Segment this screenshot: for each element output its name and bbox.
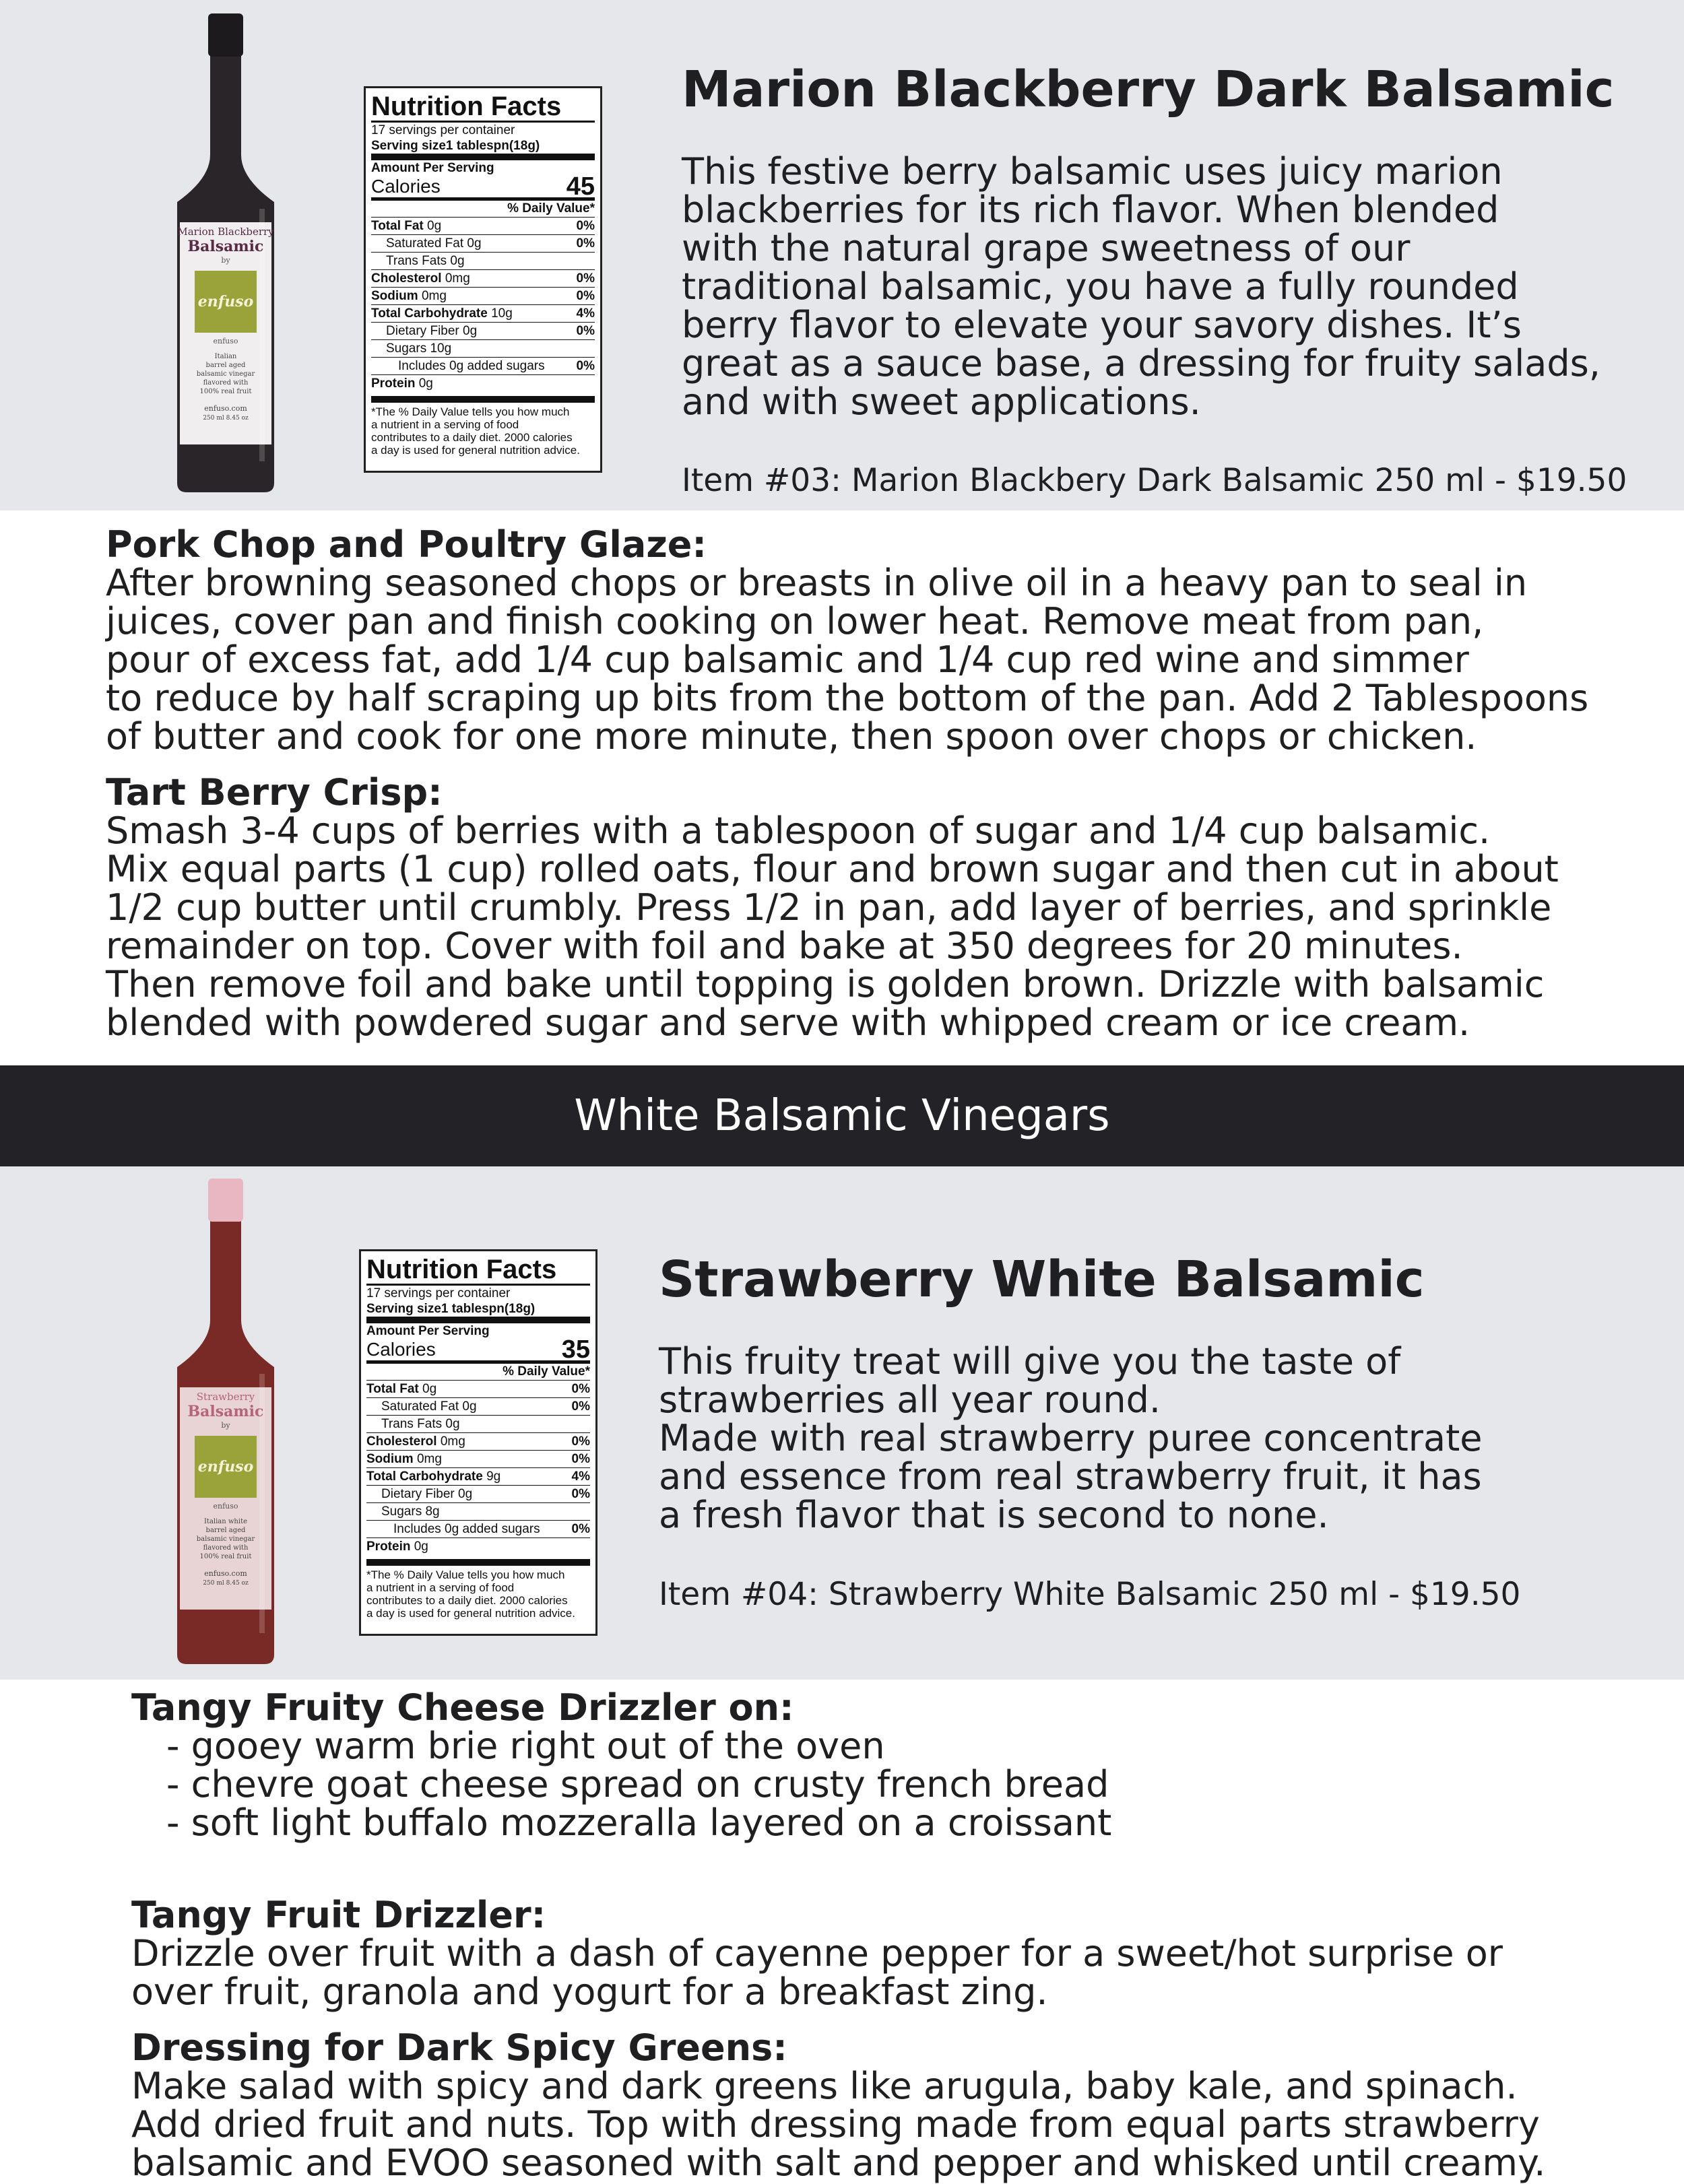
nutrition-footnote bbox=[371, 396, 595, 457]
serving-size: Serving size1 tablespn(18g) bbox=[366, 1301, 590, 1323]
nutrient-dv: 0% bbox=[571, 1452, 590, 1466]
nutrient-row bbox=[366, 1521, 590, 1538]
nutrient-name-amount bbox=[381, 1416, 460, 1432]
nutrient-label: Total Fat bbox=[366, 1382, 419, 1396]
bottle-small-text: balsamic vinegar bbox=[196, 1535, 255, 1543]
calories-label: Calories bbox=[371, 176, 441, 197]
bottle-label-name: Marion Blackberry bbox=[177, 226, 274, 238]
bottle-label-type: Balsamic bbox=[187, 1403, 264, 1420]
nutrient-amount: 0g bbox=[450, 254, 465, 268]
calories-value: 35 bbox=[561, 1335, 590, 1364]
description-line: a fresh flavor that is second to none. bbox=[659, 1494, 1329, 1536]
nutrition-footnote bbox=[366, 1559, 590, 1620]
brand-name: enfuso bbox=[213, 337, 238, 345]
nutrient-row bbox=[366, 1503, 590, 1521]
recipe-line: Make salad with spicy and dark greens like arugula, baby kale, and spinach. bbox=[131, 2065, 1518, 2107]
nutrient-row bbox=[371, 270, 595, 288]
nutrient-amount: 9g bbox=[486, 1469, 501, 1484]
product-description bbox=[682, 152, 1600, 421]
nutrient-label: Includes 0g added sugars bbox=[393, 1522, 540, 1536]
description-line: This festive berry balsamic uses juicy marion bbox=[682, 150, 1503, 193]
recipe-heading: Pork Chop and Poultry Glaze: bbox=[106, 523, 707, 566]
nutrient-dv: 0% bbox=[571, 1434, 590, 1449]
bottle-small-text: balsamic vinegar bbox=[196, 370, 255, 378]
bottle-cap bbox=[208, 1179, 243, 1222]
bottle-image-strawberry bbox=[172, 1179, 280, 1667]
recipe-line: Then remove foil and bake until topping is golden brown. Drizzle with balsamic bbox=[106, 963, 1545, 1005]
nutrient-dv: 0% bbox=[576, 271, 595, 286]
bottle-label-by: by bbox=[221, 1421, 230, 1430]
nutrient-label: Trans Fats bbox=[386, 254, 447, 268]
bottle-small-text: 100% real fruit bbox=[199, 1553, 252, 1560]
nutrient-row bbox=[371, 375, 595, 392]
description-line: with the natural grape sweetness of our bbox=[682, 227, 1411, 269]
nutrient-dv: 0% bbox=[571, 1487, 590, 1501]
brand-logo-text: enfuso bbox=[197, 1458, 254, 1476]
recipes-white bbox=[131, 1688, 1545, 2182]
description-line: strawberries all year round. bbox=[659, 1379, 1161, 1421]
daily-value-header: % Daily Value* bbox=[371, 201, 595, 218]
nutrient-row bbox=[371, 340, 595, 358]
description-line: and with sweet applications. bbox=[682, 380, 1201, 423]
footnote-line: *The % Daily Value tells you how much bbox=[366, 1568, 565, 1581]
nutrient-label: Total Carbohydrate bbox=[371, 306, 488, 321]
nutrient-row bbox=[371, 358, 595, 375]
nutrient-amount: 0g bbox=[462, 1399, 477, 1414]
nutrient-amount: 0g bbox=[418, 376, 433, 391]
nutrient-amount: 0mg bbox=[421, 289, 447, 303]
description-line: traditional balsamic, you have a fully rounded bbox=[682, 265, 1519, 308]
nutrient-amount: 0g bbox=[463, 324, 478, 338]
nutrient-row bbox=[371, 218, 595, 235]
footnote-line: contributes to a daily diet. 2000 calories bbox=[371, 431, 573, 444]
nutrient-label: Total Fat bbox=[371, 219, 424, 233]
bottle-small-text: barrel aged bbox=[205, 1527, 246, 1534]
nutrient-dv: 0% bbox=[571, 1522, 590, 1536]
nutrient-name-amount bbox=[371, 218, 441, 234]
nutrient-amount: 0g bbox=[427, 219, 442, 233]
nutrition-title: Nutrition Facts bbox=[371, 92, 595, 123]
bottle-label-name: Strawberry bbox=[196, 1391, 255, 1403]
recipe-line: Add dried fruit and nuts. Top with dressing made from equal parts strawberry bbox=[131, 2103, 1540, 2146]
recipe-bullet: - gooey warm brie right out of the oven bbox=[166, 1725, 885, 1767]
bottle-url: enfuso.com bbox=[204, 404, 247, 413]
nutrient-label: Cholesterol bbox=[371, 271, 442, 286]
nutrient-amount: 0g bbox=[445, 1417, 460, 1431]
description-line: blackberries for its rich flavor. When blended bbox=[682, 189, 1499, 231]
nutrient-label: Dietary Fiber bbox=[386, 324, 459, 338]
nutrient-label: Sodium bbox=[371, 289, 418, 303]
nutrient-amount: 0g bbox=[414, 1540, 428, 1554]
bottle-small-text: Italian bbox=[214, 353, 237, 360]
nutrient-amount: 0g bbox=[458, 1487, 473, 1501]
calories-row bbox=[366, 1335, 590, 1364]
nutrient-name-amount bbox=[393, 1521, 540, 1537]
recipe-line: of butter and cook for one more minute, then spoon over chops or chicken. bbox=[106, 715, 1477, 758]
recipe-heading: Tangy Fruity Cheese Drizzler on: bbox=[131, 1686, 794, 1729]
footnote-line: *The % Daily Value tells you how much bbox=[371, 405, 570, 418]
nutrient-amount: 0mg bbox=[416, 1452, 442, 1466]
footnote-line: contributes to a daily diet. 2000 calories bbox=[366, 1594, 568, 1607]
servings-per-container: 17 servings per container bbox=[366, 1286, 511, 1300]
nutrient-amount: 0g bbox=[422, 1382, 437, 1396]
description-line: Made with real strawberry puree concentrate bbox=[659, 1417, 1483, 1459]
nutrient-row bbox=[366, 1538, 590, 1555]
product-title: Marion Blackberry Dark Balsamic bbox=[682, 61, 1615, 119]
description-line: berry flavor to elevate your savory dishes. It’s bbox=[682, 304, 1522, 346]
nutrient-row bbox=[366, 1433, 590, 1451]
recipe-bullet: - soft light buffalo mozzeralla layered on a croissant bbox=[166, 1801, 1112, 1844]
nutrient-name-amount bbox=[371, 305, 513, 322]
nutrient-name-amount bbox=[366, 1468, 500, 1485]
nutrient-dv: 0% bbox=[571, 1382, 590, 1396]
bottle-small-text: flavored with bbox=[203, 1544, 249, 1552]
nutrient-name-amount bbox=[398, 358, 545, 374]
calories-label: Calories bbox=[366, 1339, 436, 1360]
nutrient-row bbox=[371, 253, 595, 270]
bottle-small-text: Italian white bbox=[203, 1518, 248, 1525]
nutrient-name-amount bbox=[381, 1486, 472, 1502]
amount-per-serving: Amount Per Serving bbox=[371, 161, 494, 175]
footnote-line: a nutrient in a serving of food bbox=[366, 1581, 515, 1594]
recipe-heading: Tart Berry Crisp: bbox=[106, 771, 443, 814]
nutrient-dv: 4% bbox=[576, 306, 595, 321]
nutrition-facts-marion bbox=[364, 86, 602, 473]
nutrient-row bbox=[366, 1468, 590, 1486]
amount-per-serving: Amount Per Serving bbox=[366, 1324, 490, 1338]
nutrient-amount: 0mg bbox=[440, 1434, 465, 1449]
nutrient-row bbox=[371, 305, 595, 323]
nutrient-row bbox=[366, 1486, 590, 1503]
nutrient-name-amount bbox=[386, 323, 477, 339]
footnote-line: a day is used for general nutrition advice. bbox=[366, 1607, 575, 1620]
calories-row bbox=[371, 172, 595, 201]
nutrient-row bbox=[366, 1398, 590, 1416]
nutrient-label: Sugars bbox=[386, 341, 427, 356]
recipe-line: Drizzle over fruit with a dash of cayenne pepper for a sweet/hot surprise or bbox=[131, 1932, 1503, 1975]
nutrient-row bbox=[366, 1381, 590, 1398]
nutrient-name-amount bbox=[366, 1538, 428, 1555]
description-line: This fruity treat will give you the taste of bbox=[659, 1340, 1401, 1383]
section-header: White Balsamic Vinegars bbox=[0, 1065, 1684, 1166]
bottle-label-by: by bbox=[221, 256, 230, 265]
nutrient-row bbox=[371, 235, 595, 253]
bottle-label-type: Balsamic bbox=[187, 238, 264, 255]
nutrient-label: Protein bbox=[371, 376, 416, 391]
recipe-line: juices, cover pan and finish cooking on lower heat. Remove meat from pan, bbox=[106, 600, 1484, 642]
bottle-small-text: barrel aged bbox=[205, 362, 246, 369]
footnote-line: a day is used for general nutrition advice. bbox=[371, 444, 580, 457]
brand-name: enfuso bbox=[213, 1502, 238, 1511]
nutrient-dv: 4% bbox=[571, 1469, 590, 1484]
nutrient-amount: 0mg bbox=[445, 271, 470, 286]
nutrient-name-amount bbox=[366, 1381, 436, 1397]
nutrient-row bbox=[371, 288, 595, 305]
recipe-line: to reduce by half scraping up bits from the bottom of the pan. Add 2 Tablespoons bbox=[106, 677, 1589, 719]
item-price: Item #04: Strawberry White Balsamic 250 ml - $19.50 bbox=[659, 1576, 1521, 1613]
bottle-image-marion bbox=[172, 13, 280, 495]
bottle-volume: 250 ml 8.45 oz bbox=[203, 1580, 249, 1587]
recipe-line: 1/2 cup butter until crumbly. Press 1/2 in pan, add layer of berries, and sprinkle bbox=[106, 886, 1552, 929]
recipe-line: Mix equal parts (1 cup) rolled oats, flour and brown sugar and then cut in about bbox=[106, 848, 1559, 890]
nutrient-label: Dietary Fiber bbox=[381, 1487, 455, 1501]
nutrient-dv: 0% bbox=[576, 359, 595, 373]
nutrient-label: Sodium bbox=[366, 1452, 414, 1466]
recipe-line: over fruit, granola and yogurt for a breakfast zing. bbox=[131, 1971, 1048, 2013]
nutrient-dv: 0% bbox=[576, 289, 595, 303]
nutrient-dv: 0% bbox=[576, 219, 595, 233]
servings-per-container: 17 servings per container bbox=[371, 123, 515, 137]
recipe-line: Smash 3-4 cups of berries with a tablespoon of sugar and 1/4 cup balsamic. bbox=[106, 809, 1491, 852]
footnote-line: a nutrient in a serving of food bbox=[371, 418, 519, 431]
nutrient-name-amount bbox=[371, 288, 447, 304]
nutrient-name-amount bbox=[386, 235, 482, 252]
nutrient-name-amount bbox=[371, 375, 433, 392]
nutrient-amount: 10g bbox=[430, 341, 452, 356]
nutrient-label: Total Carbohydrate bbox=[366, 1469, 483, 1484]
recipes-dark bbox=[106, 525, 1588, 1042]
recipe-heading: Dressing for Dark Spicy Greens: bbox=[131, 2026, 787, 2069]
nutrient-name-amount bbox=[386, 253, 465, 269]
nutrient-name-amount bbox=[381, 1398, 477, 1415]
nutrient-label: Protein bbox=[366, 1540, 411, 1554]
nutrient-row bbox=[366, 1451, 590, 1468]
nutrient-label: Cholesterol bbox=[366, 1434, 437, 1449]
nutrient-label: Trans Fats bbox=[381, 1417, 443, 1431]
nutrient-dv: 0% bbox=[571, 1399, 590, 1414]
nutrient-name-amount bbox=[366, 1433, 465, 1450]
nutrient-label: Saturated Fat bbox=[386, 236, 464, 251]
calories-value: 45 bbox=[566, 172, 595, 201]
nutrient-label: Saturated Fat bbox=[381, 1399, 459, 1414]
nutrient-name-amount bbox=[381, 1503, 440, 1520]
nutrition-facts-strawberry bbox=[359, 1249, 597, 1636]
description-line: great as a sauce base, a dressing for fruity salads, bbox=[682, 342, 1600, 385]
product-title: Strawberry White Balsamic bbox=[659, 1251, 1425, 1309]
recipe-line: pour of excess fat, add 1/4 cup balsamic and 1/4 cup red wine and simmer bbox=[106, 638, 1469, 681]
nutrient-row bbox=[371, 323, 595, 340]
nutrient-amount: 8g bbox=[425, 1504, 440, 1519]
description-line: and essence from real strawberry fruit, it has bbox=[659, 1455, 1482, 1498]
recipe-bullet: - chevre goat cheese spread on crusty french bread bbox=[166, 1763, 1109, 1806]
bottle-url: enfuso.com bbox=[204, 1569, 247, 1578]
nutrient-amount: 0g bbox=[467, 236, 482, 251]
nutrient-label: Includes 0g added sugars bbox=[398, 359, 545, 373]
recipe-line: blended with powdered sugar and serve with whipped cream or ice cream. bbox=[106, 1001, 1470, 1044]
item-price: Item #03: Marion Blackbery Dark Balsamic 250 ml - $19.50 bbox=[682, 462, 1627, 499]
recipe-line: balsamic and EVOO seasoned with salt and pepper and whisked until creamy. bbox=[131, 2142, 1546, 2184]
nutrient-name-amount bbox=[371, 270, 470, 287]
bottle-small-text: flavored with bbox=[203, 379, 249, 387]
serving-size: Serving size1 tablespn(18g) bbox=[371, 138, 595, 160]
recipe-heading: Tangy Fruit Drizzler: bbox=[131, 1894, 546, 1936]
bottle-small-text: 100% real fruit bbox=[199, 388, 252, 395]
bottle-cap bbox=[208, 13, 243, 57]
nutrient-row bbox=[366, 1416, 590, 1433]
daily-value-header: % Daily Value* bbox=[366, 1364, 590, 1381]
recipe-line: remainder on top. Cover with foil and bake at 350 degrees for 20 minutes. bbox=[106, 925, 1463, 967]
nutrient-dv: 0% bbox=[576, 236, 595, 251]
nutrition-title: Nutrition Facts bbox=[366, 1255, 590, 1286]
nutrient-name-amount bbox=[386, 340, 451, 357]
nutrient-amount: 10g bbox=[491, 306, 513, 321]
product-description bbox=[659, 1342, 1483, 1534]
brand-logo-text: enfuso bbox=[197, 293, 254, 310]
nutrient-dv: 0% bbox=[576, 324, 595, 338]
nutrient-name-amount bbox=[366, 1451, 442, 1467]
nutrient-label: Sugars bbox=[381, 1504, 422, 1519]
bottle-volume: 250 ml 8.45 oz bbox=[203, 415, 249, 422]
recipe-line: After browning seasoned chops or breasts in olive oil in a heavy pan to seal in bbox=[106, 562, 1528, 604]
